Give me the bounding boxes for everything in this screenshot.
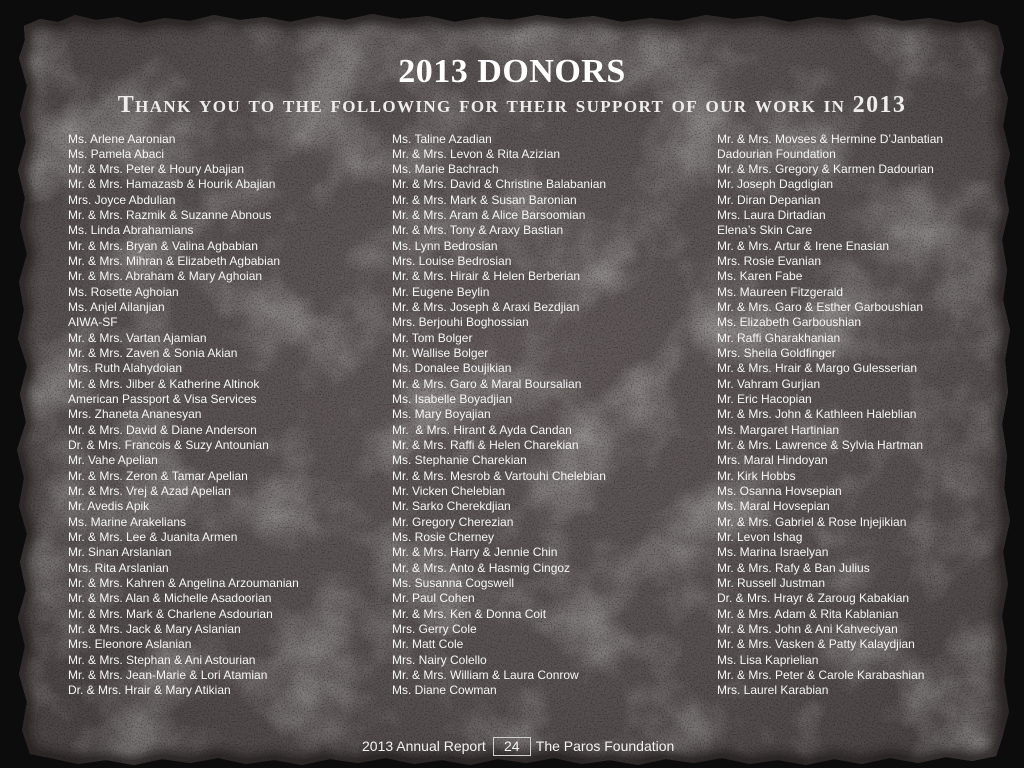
donor-name: Mr. & Mrs. Abraham & Mary Aghoian xyxy=(68,269,263,284)
donor-name: Mr. & Mrs. Vasken & Patty Kalaydjian xyxy=(717,637,915,652)
donor-name: Mr. & Mrs. Artur & Irene Enasian xyxy=(717,238,890,253)
donor-name: Mr. & Mrs. Jean-Marie & Lori Atamian xyxy=(68,667,268,682)
donor-name: Dr. & Mrs. Francois & Suzy Antounian xyxy=(68,438,269,453)
page-footer xyxy=(362,737,674,756)
donor-name: Ms. Lynn Bedrosian xyxy=(392,238,498,253)
donor-name: Ms. Osanna Hovsepian xyxy=(717,484,842,499)
donor-name: Ms. Marina Israelyan xyxy=(717,545,829,560)
donor-name: Mr. & Mrs. William & Laura Conrow xyxy=(392,667,579,682)
donor-name: Ms. Taline Azadian xyxy=(392,131,492,146)
donor-name: Ms. Margaret Hartinian xyxy=(717,422,840,437)
donor-name: Mr. & Mrs. Hirair & Helen Berberian xyxy=(392,269,581,284)
donor-name: Mr. & Mrs. Aram & Alice Barsoomian xyxy=(392,208,586,223)
donor-column-3 xyxy=(717,132,1005,699)
donor-name: Mr. Sinan Arslanian xyxy=(68,545,172,560)
donor-name: Ms. Isabelle Boyadjian xyxy=(392,392,513,407)
donor-name: Mr. & Mrs. Zeron & Tamar Apelian xyxy=(68,468,248,483)
donor-name: Mr. & Mrs. Mihran & Elizabeth Agbabian xyxy=(68,254,281,269)
donor-name: Mr. & Mrs. Garo & Maral Boursalian xyxy=(392,376,582,391)
donor-name: Ms. Elizabeth Garboushian xyxy=(717,315,862,330)
donor-name: Mr. & Mrs. Harry & Jennie Chin xyxy=(392,545,558,560)
donor-name: Mr. Joseph Dagdigian xyxy=(717,177,834,192)
donor-name: Ms. Karen Fabe xyxy=(717,269,803,284)
donor-name: AIWA-SF xyxy=(68,315,118,330)
donor-name: Mr. Vahram Gurjian xyxy=(717,376,821,391)
donor-column-1 xyxy=(68,132,368,699)
donor-name: Mr. & Mrs. Gabriel & Rose Injejikian xyxy=(717,514,907,529)
donor-name: Mrs. Rita Arslanian xyxy=(68,560,169,575)
donor-name: Mr. & Mrs. Mark & Charlene Asdourian xyxy=(68,606,273,621)
donor-name: Ms. Diane Cowman xyxy=(392,683,497,698)
donor-name: Mr. Vicken Chelebian xyxy=(392,484,506,499)
donor-name: Mr. & Mrs. Vrej & Azad Apelian xyxy=(68,484,231,499)
donor-name: Mrs. Laurel Karabian xyxy=(717,683,829,698)
donor-name: Mr. & Mrs. Jack & Mary Aslanian xyxy=(68,622,241,636)
donor-name: Ms. Linda Abrahamians xyxy=(68,223,194,238)
donor-name: Mr. Eric Hacopian xyxy=(717,392,812,407)
donor-name: Mrs. Maral Hindoyan xyxy=(717,453,828,468)
donor-name: Mr. & Mrs. Gregory & Karmen Dadourian xyxy=(717,162,934,177)
donor-name: Ms. Donalee Boujikian xyxy=(392,361,512,376)
page-subtitle: Thank you to the following for their support of our work in 2013 xyxy=(117,92,907,118)
donor-name: Mrs. Nairy Colello xyxy=(392,652,487,667)
donor-name: Mrs. Ruth Alahydoian xyxy=(68,361,183,376)
donor-name: Mr. & Mrs. Mesrob & Vartouhi Chelebian xyxy=(392,468,606,483)
donor-name: Mr. & Mrs. John & Kathleen Haleblian xyxy=(717,407,917,422)
donor-name: Mr. Russell Justman xyxy=(717,576,826,591)
donor-name: Mr. & Mrs. Stephan & Ani Astourian xyxy=(68,652,256,667)
organization-name: The Paros Foundation xyxy=(535,738,675,754)
donor-name: Mr. & Mrs. Hrair & Margo Gulesserian xyxy=(717,361,918,376)
donor-name: Mr. & Mrs. Mark & Susan Baronian xyxy=(392,192,577,207)
donor-name: Ms. Rosette Aghoian xyxy=(68,284,179,299)
donor-name: Mr. Eugene Beylin xyxy=(392,284,490,299)
donor-name: Mr. Levon Ishag xyxy=(717,530,803,545)
donor-name: Mr. & Mrs. Joseph & Araxi Bezdjian xyxy=(392,300,580,315)
donor-name: Mrs. Gerry Cole xyxy=(392,622,477,636)
donor-name: Ms. Susanna Cogswell xyxy=(392,576,515,591)
donor-name: Mrs. Laura Dirtadian xyxy=(717,208,826,223)
donor-name: Dr. & Mrs. Hrayr & Zaroug Kabakian xyxy=(717,591,910,606)
donor-name: Ms. Rosie Cherney xyxy=(392,530,495,545)
donor-name: American Passport & Visa Services xyxy=(68,392,257,407)
donor-name: Ms. Anjel Ailanjian xyxy=(68,300,165,315)
donor-column-2 xyxy=(392,132,692,699)
donor-name: Ms. Stephanie Charekian xyxy=(392,453,527,468)
donor-name: Mr. Raffi Gharakhanian xyxy=(717,330,841,345)
donor-name: Mr. & Mrs. John & Ani Kahveciyan xyxy=(717,622,898,636)
page-number: 24 xyxy=(493,737,531,756)
donor-name: Ms. Marie Bachrach xyxy=(392,162,499,177)
donor-name: Mr. & Mrs. Razmik & Suzanne Abnous xyxy=(68,208,272,223)
donor-name: Mr. Wallise Bolger xyxy=(392,346,489,361)
page-title: 2013 DONORS xyxy=(398,53,626,90)
donor-name: Mr. & Mrs. Alan & Michelle Asadoorian xyxy=(68,591,272,606)
donor-name: Mr. & Mrs. Movses & Hermine D’Janbatian xyxy=(717,131,944,146)
donor-name: Mr. Paul Cohen xyxy=(392,591,475,606)
donor-name: Elena’s Skin Care xyxy=(717,223,813,238)
donor-name: Mr. & Mrs. Anto & Hasmig Cingoz xyxy=(392,560,571,575)
donor-name: Mrs. Zhaneta Ananesyan xyxy=(68,407,202,422)
donor-name: Mr. & Mrs. Levon & Rita Azizian xyxy=(392,146,561,161)
donor-name: Mr. & Mrs. Vartan Ajamian xyxy=(68,330,207,345)
donor-name: Mrs. Louise Bedrosian xyxy=(392,254,512,269)
donor-name: Mr. & Mrs. Adam & Rita Kablanian xyxy=(717,606,899,621)
donor-name: Mrs. Joyce Abdulian xyxy=(68,192,176,207)
donor-name: Ms. Mary Boyajian xyxy=(392,407,491,422)
donor-name: Mr. & Mrs. David & Christine Balabanian xyxy=(392,177,607,192)
donor-name: Mr. & Mrs. Tony & Araxy Bastian xyxy=(392,223,564,238)
report-label: 2013 Annual Report xyxy=(362,738,486,754)
donor-name: Mr. & Mrs. Lawrence & Sylvia Hartman xyxy=(717,438,924,453)
donor-name: Ms. Maral Hovsepian xyxy=(717,499,830,514)
donor-name: Mrs. Sheila Goldfinger xyxy=(717,346,836,361)
donor-name: Mr. & Mrs. Peter & Carole Karabashian xyxy=(717,667,925,682)
donor-name: Mr. Tom Bolger xyxy=(392,330,473,345)
donor-name: Mr. Sarko Cherekdjian xyxy=(392,499,511,514)
donor-name: Ms. Arlene Aaronian xyxy=(68,131,176,146)
donor-name: Mr. & Mrs. Raffi & Helen Charekian xyxy=(392,438,579,453)
donor-name: Mr. & Mrs. David & Diane Anderson xyxy=(68,422,257,437)
donor-name: Mr. Matt Cole xyxy=(392,637,464,652)
donor-name: Mr. & Mrs. Rafy & Ban Julius xyxy=(717,560,870,575)
donor-name: Mr. Diran Depanian xyxy=(717,192,821,207)
donor-name: Mrs. Eleonore Aslanian xyxy=(68,637,192,652)
donor-name: Ms. Maureen Fitzgerald xyxy=(717,284,844,299)
donor-name: Mrs. Berjouhi Boghossian xyxy=(392,315,529,330)
donor-name: Ms. Lisa Kaprielian xyxy=(717,652,819,667)
donor-name: Ms. Pamela Abaci xyxy=(68,146,165,161)
donor-name: Mr. & Mrs. Lee & Juanita Armen xyxy=(68,530,238,545)
donor-name: Mr. Gregory Cherezian xyxy=(392,514,514,529)
donor-name: Mr. & Mrs. Bryan & Valina Agbabian xyxy=(68,238,258,253)
donor-name: Mr. Kirk Hobbs xyxy=(717,468,796,483)
donor-name: Mr. & Mrs. Jilber & Katherine Altinok xyxy=(68,376,260,391)
donor-name: Mr. & Mrs. Garo & Esther Garboushian xyxy=(717,300,924,315)
donor-name: Mr. & Mrs. Ken & Donna Coit xyxy=(392,606,547,621)
donor-name: Mr. Vahe Apelian xyxy=(68,453,158,468)
donor-name: Mr. & Mrs. Zaven & Sonia Akian xyxy=(68,346,238,361)
donor-name: Mrs. Rosie Evanian xyxy=(717,254,822,269)
donor-name: Mr. Avedis Apik xyxy=(68,499,150,514)
donor-name: Mr. & Mrs. Peter & Houry Abajian xyxy=(68,162,245,177)
donor-name: Ms. Marine Arakelians xyxy=(68,514,187,529)
donor-name: Mr. & Mrs. Hirant & Ayda Candan xyxy=(392,422,572,437)
donor-name: Mr. & Mrs. Hamazasb & Hourik Abajian xyxy=(68,177,276,192)
donor-name: Mr. & Mrs. Kahren & Angelina Arzoumanian xyxy=(68,576,299,591)
donor-name: Dadourian Foundation xyxy=(717,146,836,161)
donor-name: Dr. & Mrs. Hrair & Mary Atikian xyxy=(68,683,231,698)
